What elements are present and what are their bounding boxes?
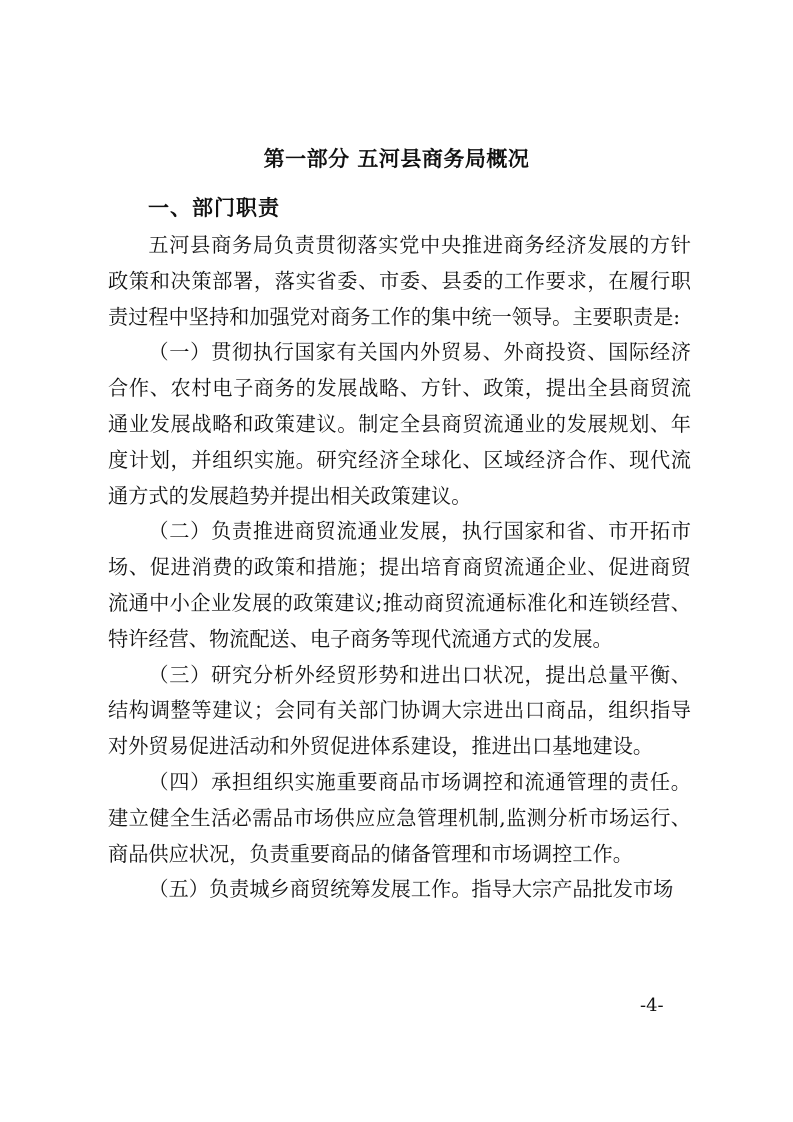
paragraph-duty-4: （四）承担组织实施重要商品市场调控和流通管理的责任。建立健全生活必需品市场供应应急管理机制,监测分析市场运行、商品供应状况，负责重要商品的储备管理和市场调控工作。 — [108, 769, 691, 866]
page-title: 第一部分 五河县商务局概况 — [263, 147, 530, 171]
paragraph-duty-3: （三）研究分析外经贸形势和进出口状况，提出总量平衡、结构调整等建议；会同有关部门协调大宗进出口商品，组织指导对外贸易促进活动和外贸促进体系建设，推进出口基地建设。 — [108, 662, 691, 759]
section-heading: 一、部门职责 — [148, 196, 280, 220]
paragraph-duty-1: （一）贯彻执行国家有关国内外贸易、外商投资、国际经济合作、农村电子商务的发展战略、方针、政策，提出全县商贸流通业发展战略和政策建议。制定全县商贸流通业的发展规划、年度计划，并组织实施。研究经济全球化、区域经济合作、现代流通方式的发展趋势并提出相关政策建议。 — [108, 340, 691, 508]
page-number: -4- — [640, 995, 664, 1016]
paragraph-duty-2: （二）负责推进商贸流通业发展，执行国家和省、市开拓市场、促进消费的政策和措施；提出培育商贸流通企业、促进商贸流通中小企业发展的政策建议;推动商贸流通标准化和连锁经营、特许经营、物流配送、电子商务等现代流通方式的发展。 — [108, 519, 691, 651]
paragraph-intro: 五河县商务局负责贯彻落实党中央推进商务经济发展的方针政策和决策部署，落实省委、市委、县委的工作要求，在履行职责过程中坚持和加强党对商务工作的集中统一领导。主要职责是: — [108, 233, 691, 329]
body-text — [108, 228, 691, 908]
paragraph-duty-5: （五）负责城乡商贸统筹发展工作。指导大宗产品批发市场 — [148, 877, 674, 902]
